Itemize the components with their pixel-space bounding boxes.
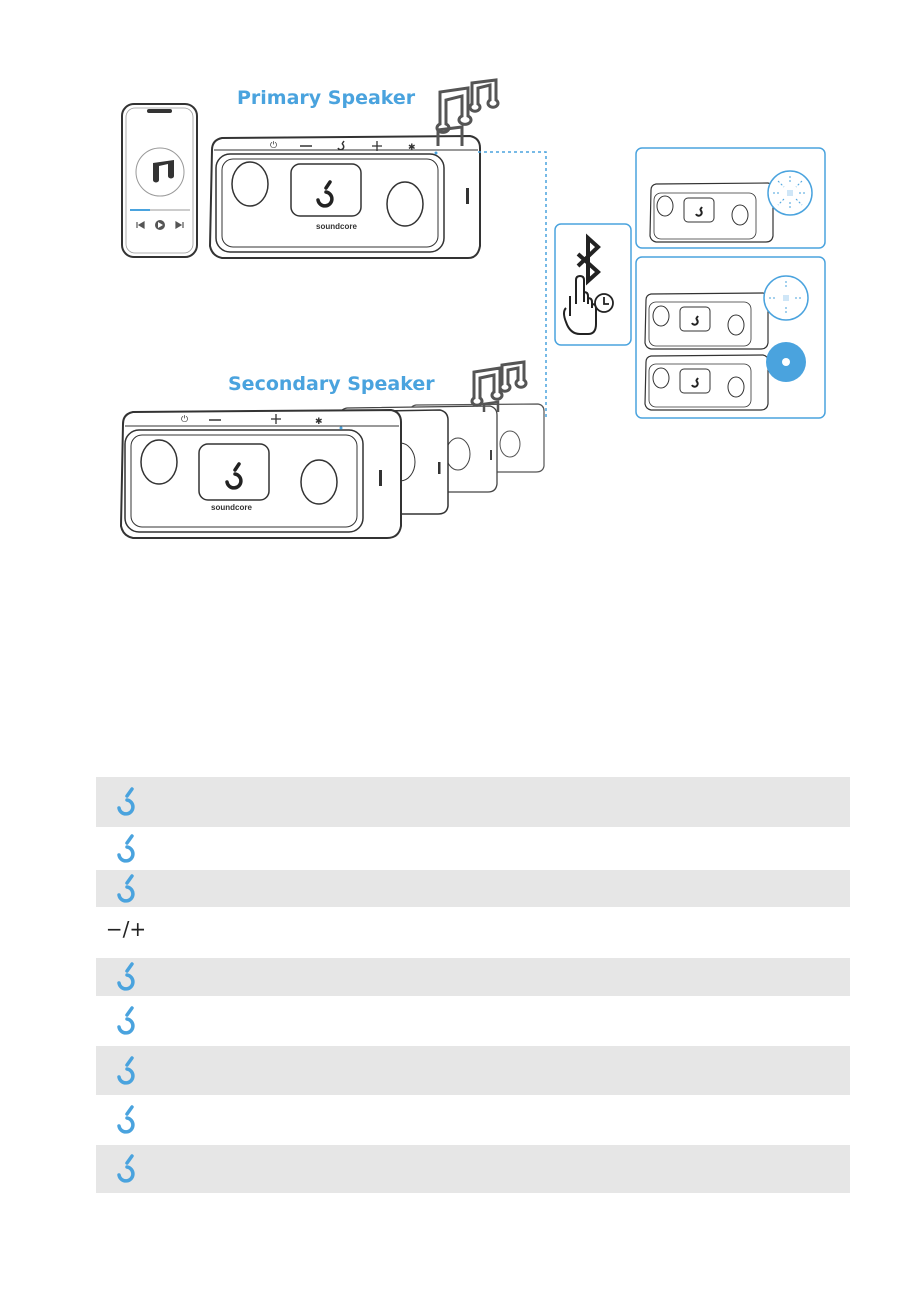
table-row <box>96 777 850 827</box>
primary-speaker-illustration <box>210 136 480 258</box>
table-row <box>96 827 850 870</box>
button-function-table <box>96 777 850 1193</box>
soundcore-button-icon <box>96 875 156 903</box>
soundcore-button-icon <box>96 835 156 863</box>
pairing-connector <box>478 152 546 418</box>
pairing-action-box <box>555 224 631 345</box>
svg-text:⏻: ⏻ <box>181 415 189 425</box>
led-status-box-flashing <box>636 148 825 248</box>
table-row <box>96 996 850 1046</box>
soundcore-button-icon <box>96 788 156 816</box>
table-row <box>96 1046 850 1095</box>
table-row <box>96 1145 850 1193</box>
svg-text:soundcore: soundcore <box>211 503 252 512</box>
soundcore-button-icon <box>96 1057 156 1085</box>
phone-illustration <box>122 104 197 257</box>
soundcore-button-icon <box>96 1155 156 1183</box>
brand-logo: soundcore <box>316 222 357 231</box>
soundcore-button-icon <box>96 1106 156 1134</box>
table-row <box>96 1095 850 1145</box>
secondary-speakers-illustration <box>121 404 544 538</box>
table-row <box>96 907 850 958</box>
primary-speaker-label: Primary Speaker <box>237 87 416 109</box>
table-row <box>96 870 850 907</box>
secondary-speaker-label: Secondary Speaker <box>228 373 435 395</box>
led-status-box-paired <box>636 257 825 418</box>
soundcore-button-icon <box>96 963 156 991</box>
svg-text:✱: ✱ <box>315 417 323 427</box>
volume-minus-plus-icon: −/+ <box>105 917 147 941</box>
soundcore-button-icon <box>96 1007 156 1035</box>
svg-text:⏻: ⏻ <box>270 141 278 151</box>
svg-text:✱: ✱ <box>408 143 416 153</box>
table-row <box>96 958 850 996</box>
diagram-illustration <box>0 0 918 560</box>
